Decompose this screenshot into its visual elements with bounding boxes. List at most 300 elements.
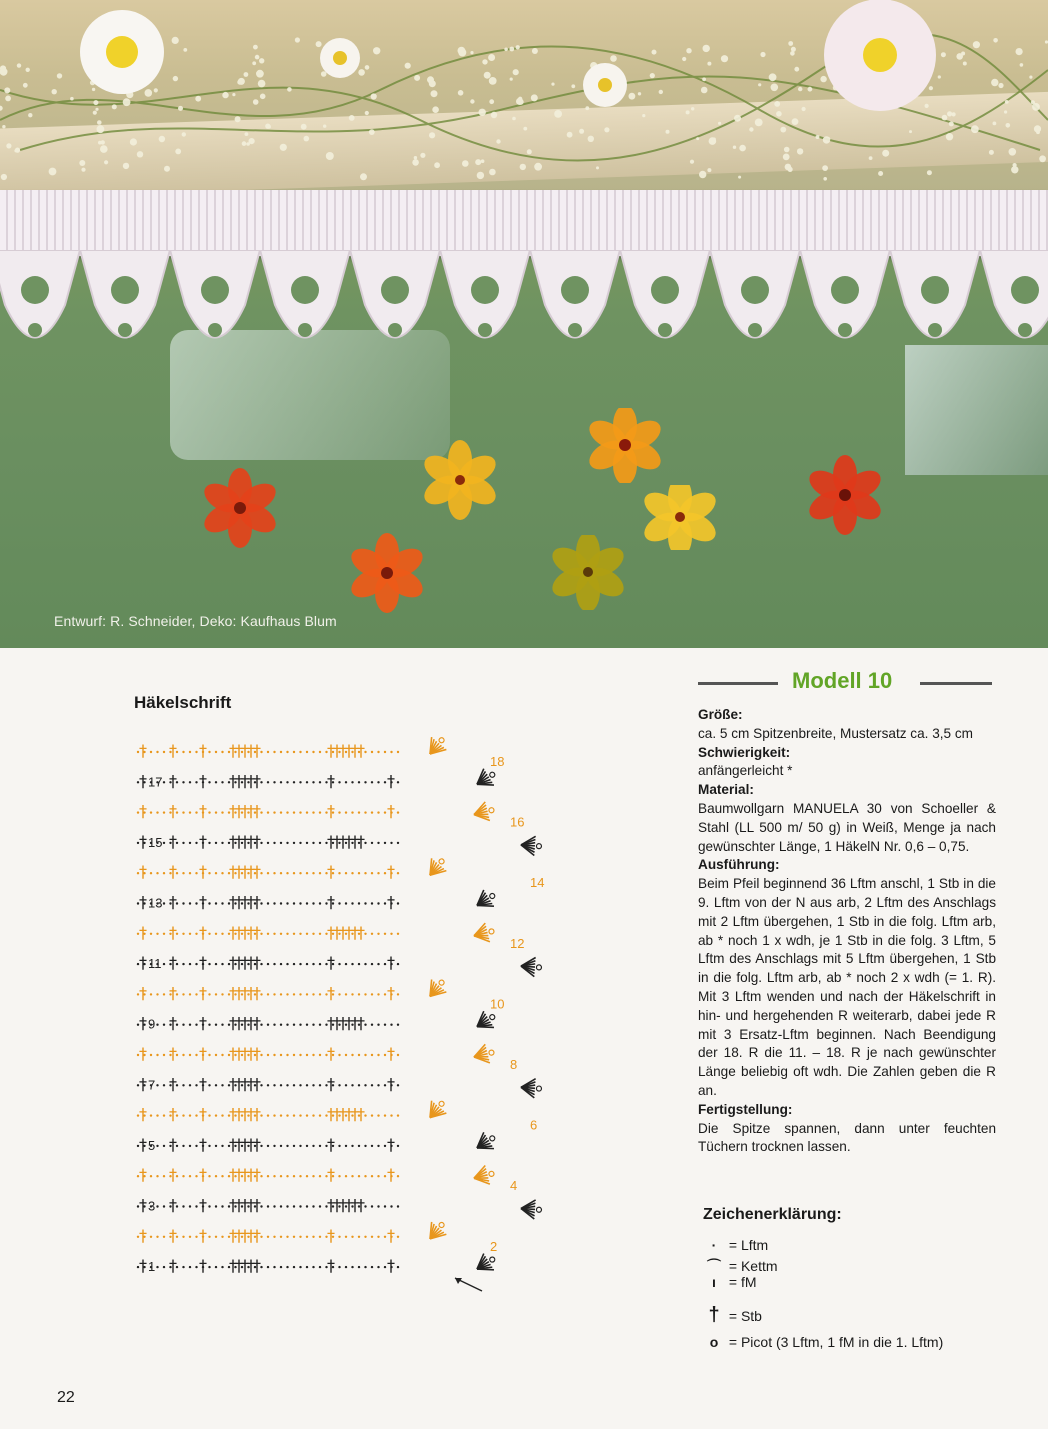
dot-icon: · (711, 1237, 717, 1253)
chain-dot (338, 1236, 340, 1238)
chain-dot (319, 811, 321, 813)
chain-dot (397, 1054, 399, 1056)
chain-dot (215, 993, 217, 995)
chain-dot (156, 1236, 158, 1238)
chain-dot (306, 781, 308, 783)
chain-dot (280, 781, 282, 783)
double-crochet-symbol: † (247, 801, 255, 821)
chain-dot (371, 751, 373, 753)
chain-dot (397, 933, 399, 935)
chain-dot (371, 1236, 373, 1238)
acrylic-flower-red-orange (320, 528, 455, 618)
chain-dot (384, 1114, 386, 1116)
bar-icon: ı (712, 1274, 716, 1290)
double-crochet-symbol: † (241, 862, 249, 882)
double-crochet-symbol: † (229, 983, 237, 1003)
double-crochet-symbol: † (241, 1013, 249, 1033)
chain-dot (371, 872, 373, 874)
chain-dot (280, 1266, 282, 1268)
double-crochet-symbol: † (327, 801, 335, 821)
row-number-left: 5 (148, 1137, 156, 1153)
chain-dot (397, 1114, 399, 1116)
chain-dot (221, 781, 223, 783)
double-crochet-symbol: † (247, 953, 255, 973)
chain-dot (390, 1114, 392, 1116)
chain-dot (182, 1114, 184, 1116)
chain-dot (319, 1114, 321, 1116)
chain-dot (345, 902, 347, 904)
chain-dot (299, 1175, 301, 1177)
chain-dot (208, 811, 210, 813)
double-crochet-symbol: † (235, 741, 243, 760)
chain-dot (306, 811, 308, 813)
double-crochet-symbol: † (351, 1195, 359, 1215)
chain-dot (280, 1084, 282, 1086)
chain-dot (384, 1205, 386, 1207)
double-crochet-symbol: † (241, 922, 249, 942)
chain-dot (150, 1114, 152, 1116)
chain-dot (182, 751, 184, 753)
double-crochet-symbol: † (387, 862, 395, 882)
double-crochet-symbol: † (357, 1013, 365, 1033)
double-crochet-symbol: † (241, 983, 249, 1003)
chain-dot (338, 1145, 340, 1147)
chain-dot (163, 751, 165, 753)
double-crochet-symbol: † (333, 741, 341, 760)
chain-dot (286, 751, 288, 753)
chain-dot (215, 872, 217, 874)
chain-dot (208, 1175, 210, 1177)
chain-dot (312, 842, 314, 844)
chain-dot (208, 1084, 210, 1086)
chain-dot (208, 902, 210, 904)
chain-dot (221, 1175, 223, 1177)
legend-label: = Picot (3 Lftm, 1 fM in die 1. Lftm) (728, 1334, 944, 1350)
chain-dot (208, 872, 210, 874)
double-crochet-symbol: † (229, 1225, 237, 1245)
double-crochet-symbol: † (169, 922, 177, 942)
double-crochet-symbol: † (241, 801, 249, 821)
chain-dot (364, 1266, 366, 1268)
chain-dot (377, 1266, 379, 1268)
row-number-left: 15 (148, 834, 163, 850)
double-crochet-symbol: † (241, 953, 249, 973)
chain-dot (371, 1145, 373, 1147)
chain-dot (189, 1084, 191, 1086)
double-crochet-symbol: † (169, 1165, 177, 1185)
double-crochet-symbol: † (241, 771, 249, 791)
chain-dot (182, 1175, 184, 1177)
chain-dot (390, 751, 392, 753)
chain-dot (182, 1024, 184, 1026)
chain-dot (364, 1175, 366, 1177)
chain-dot (312, 1054, 314, 1056)
double-crochet-symbol: † (247, 1225, 255, 1245)
chain-dot (371, 963, 373, 965)
chain-dot (221, 1024, 223, 1026)
fan-symbol (472, 1008, 500, 1035)
double-crochet-symbol: † (247, 1074, 255, 1094)
chain-dot (189, 993, 191, 995)
chain-dot (351, 902, 353, 904)
legend-item (703, 1334, 943, 1350)
chain-dot (377, 1175, 379, 1177)
fan-symbol (472, 1250, 500, 1277)
chain-dot (286, 963, 288, 965)
chain-dot (319, 751, 321, 753)
chain-dot (364, 781, 366, 783)
chain-dot (163, 1266, 165, 1268)
row-number-right: 14 (530, 875, 545, 891)
double-crochet-symbol: † (229, 1074, 237, 1094)
double-crochet-symbol: † (253, 831, 261, 851)
chain-dot (312, 1084, 314, 1086)
double-crochet-symbol: † (235, 1104, 243, 1124)
chain-dot (319, 1236, 321, 1238)
material-heading: Material: (698, 782, 754, 798)
double-crochet-symbol: † (235, 953, 243, 973)
chain-dot (397, 1175, 399, 1177)
chain-dot (163, 842, 165, 844)
chain-dot (273, 933, 275, 935)
double-crochet-symbol: † (247, 1044, 255, 1063)
chain-dot (273, 1024, 275, 1026)
chain-dot (267, 933, 269, 935)
double-crochet-symbol: † (253, 1104, 261, 1124)
chain-dot (195, 1236, 197, 1238)
double-crochet-symbol: † (253, 983, 261, 1003)
chain-dot (280, 811, 282, 813)
chain-dot (312, 1266, 314, 1268)
chain-dot (358, 781, 360, 783)
chain-dot (306, 963, 308, 965)
double-crochet-symbol: † (327, 1165, 335, 1185)
chain-dot (286, 1145, 288, 1147)
chain-dot (384, 842, 386, 844)
chain-dot (384, 781, 386, 783)
double-crochet-symbol: † (247, 831, 255, 851)
chain-dot (221, 842, 223, 844)
chain-dot (345, 1054, 347, 1056)
double-crochet-symbol: † (139, 1044, 147, 1063)
double-crochet-symbol: † (339, 1195, 347, 1215)
chain-dot (377, 842, 379, 844)
double-crochet-symbol: † (169, 892, 177, 912)
double-crochet-symbol: † (139, 892, 147, 912)
double-crochet-symbol: † (247, 922, 255, 942)
chain-dot (195, 842, 197, 844)
chain-dot (182, 1266, 184, 1268)
double-crochet-symbol: † (253, 1256, 261, 1276)
chain-dot (156, 1054, 158, 1056)
double-crochet-symbol: † (139, 1104, 147, 1124)
double-crochet-symbol: † (229, 953, 237, 973)
chain-dot (267, 1114, 269, 1116)
double-crochet-symbol: † (351, 1104, 359, 1124)
chain-dot (163, 1145, 165, 1147)
chain-dot (338, 811, 340, 813)
chain-dot (377, 993, 379, 995)
chain-dot (280, 1054, 282, 1056)
double-crochet-symbol: † (139, 1256, 147, 1276)
chain-dot (299, 811, 301, 813)
chain-dot (364, 902, 366, 904)
chain-dot (163, 872, 165, 874)
chain-dot (280, 993, 282, 995)
chain-dot (299, 751, 301, 753)
double-crochet-symbol: † (199, 771, 207, 791)
double-crochet-symbol: † (247, 771, 255, 791)
chain-dot (150, 933, 152, 935)
chain-dot (319, 902, 321, 904)
chain-dot (163, 993, 165, 995)
double-crochet-symbol: † (139, 831, 147, 851)
double-crochet-symbol: † (351, 831, 359, 851)
chain-dot (299, 1084, 301, 1086)
double-crochet-symbol: † (253, 953, 261, 973)
double-crochet-symbol: † (387, 1165, 395, 1185)
chain-dot (182, 811, 184, 813)
chain-dot (280, 872, 282, 874)
chain-dot (221, 993, 223, 995)
chain-dot (189, 1054, 191, 1056)
fan-symbol (472, 1164, 497, 1188)
chain-dot (312, 1175, 314, 1177)
chain-dot (384, 1024, 386, 1026)
chain-dot (267, 1054, 269, 1056)
row-number-right: 18 (490, 754, 505, 769)
chain-dot (358, 1175, 360, 1177)
chain-dot (377, 751, 379, 753)
chain-dot (221, 1266, 223, 1268)
double-crochet-symbol: † (253, 1195, 261, 1215)
chain-dot (195, 1114, 197, 1116)
double-crochet-symbol: † (229, 1104, 237, 1124)
double-crochet-symbol: † (253, 1013, 261, 1033)
chain-dot (371, 1054, 373, 1056)
chain-dot (338, 993, 340, 995)
chain-dot (312, 963, 314, 965)
legend-label: = Kettm (728, 1258, 778, 1274)
chain-dot (293, 1054, 295, 1056)
chain-dot (338, 781, 340, 783)
chain-dot (286, 781, 288, 783)
size-heading: Größe: (698, 707, 743, 722)
instructions (698, 706, 996, 1157)
chain-dot (156, 872, 158, 874)
chain-dot (286, 872, 288, 874)
chain-dot (215, 1114, 217, 1116)
chain-dot (319, 1054, 321, 1056)
legend-item (703, 1237, 768, 1253)
difficulty-text: anfängerleicht * (698, 763, 793, 779)
chain-dot (189, 842, 191, 844)
double-crochet-symbol: † (199, 953, 207, 973)
row-number-left: 1 (148, 1259, 156, 1275)
chain-dot (267, 811, 269, 813)
chain-dot (163, 1084, 165, 1086)
chain-dot (299, 1205, 301, 1207)
double-crochet-symbol: † (345, 1104, 353, 1124)
chain-dot (163, 1236, 165, 1238)
chain-dot (215, 933, 217, 935)
chain-dot (267, 781, 269, 783)
double-crochet-symbol: † (199, 1104, 207, 1124)
row-number-right: 16 (510, 814, 525, 830)
double-crochet-symbol: † (247, 1195, 255, 1215)
chain-dot (273, 1205, 275, 1207)
double-crochet-symbol: † (169, 1044, 177, 1063)
chain-dot (377, 1236, 379, 1238)
chain-dot (351, 781, 353, 783)
double-crochet-symbol: † (387, 771, 395, 791)
double-crochet-symbol: † (253, 1165, 261, 1185)
execution-heading: Ausführung: (698, 857, 780, 873)
chain-dot (208, 963, 210, 965)
double-crochet-symbol: † (235, 771, 243, 791)
double-crochet-symbol: † (357, 1195, 365, 1215)
chain-dot (215, 1266, 217, 1268)
chain-dot (319, 1175, 321, 1177)
chain-dot (306, 842, 308, 844)
double-crochet-symbol: † (199, 1195, 207, 1215)
chain-dot (156, 1024, 158, 1026)
double-crochet-symbol: † (253, 1044, 261, 1063)
chain-dot (377, 1205, 379, 1207)
chain-dot (319, 872, 321, 874)
row-number-left: 3 (148, 1198, 156, 1214)
double-crochet-symbol: † (247, 1134, 255, 1154)
chain-dot (306, 1205, 308, 1207)
chain-dot (293, 1084, 295, 1086)
chain-dot (306, 902, 308, 904)
double-crochet-symbol: † (229, 1256, 237, 1276)
double-crochet-symbol: † (229, 1195, 237, 1215)
chain-dot (273, 1114, 275, 1116)
execution-text: Beim Pfeil beginnend 36 Lftm anschl, 1 Stb in die 9. Lftm von der N aus arb, 2 Lftm des Anschlags mit 2 Lftm übergehen, 1 Stb in die folg. Lftm arb, ab * noch 1 x wdh, je 1 Stb in die folg. 3 Lftm, 5 Lftm des Anschlags mit 5 Lftm übergehen, 1 Stb in die folg. Lftm arb, ab * noch 2 x wdh (= 1. R). Mit 3 Lftm wenden und nach der Häkelschrift in hin- und hergehenden R weiterarb, dabei jede R mit 3 Ersatz-Lftm beginnen. Nach Beendigung der 18. R die 11. – 18. R je nach gewünschter Länge beliebig oft wdh. Die Zahlen geben die R an. (698, 876, 996, 1098)
double-crochet-symbol: † (327, 1074, 335, 1094)
chain-dot (371, 1114, 373, 1116)
double-crochet-symbol: † (327, 1013, 335, 1033)
double-crochet-symbol: † (229, 1134, 237, 1154)
chain-dot (215, 1145, 217, 1147)
chain-dot (299, 1024, 301, 1026)
chain-dot (286, 842, 288, 844)
chain-dot (384, 1266, 386, 1268)
chain-dot (273, 963, 275, 965)
row-number-left: 11 (148, 956, 162, 972)
double-crochet-symbol: † (357, 741, 365, 760)
chain-dot (351, 963, 353, 965)
double-crochet-symbol: † (139, 953, 147, 973)
double-crochet-symbol: † (339, 1013, 347, 1033)
double-crochet-symbol: † (169, 831, 177, 851)
chain-dot (182, 963, 184, 965)
double-crochet-symbol: † (345, 741, 353, 760)
double-crochet-symbol: † (169, 1134, 177, 1154)
row-number-right: 10 (490, 996, 505, 1012)
arc-icon: ⌒ (707, 1258, 721, 1274)
chain-dot (280, 751, 282, 753)
fan-symbol (472, 886, 500, 913)
circle-icon: o (709, 1334, 719, 1350)
chain-dot (306, 1145, 308, 1147)
chain-dot (345, 1084, 347, 1086)
fan-symbol (520, 1199, 542, 1220)
double-crochet-symbol: † (387, 801, 395, 821)
chain-dot (377, 1114, 379, 1116)
chain-dot (364, 811, 366, 813)
legend-label: = Stb (728, 1308, 762, 1324)
double-crochet-symbol: † (241, 1256, 249, 1276)
chain-dot (319, 1084, 321, 1086)
double-crochet-symbol: † (199, 1134, 207, 1154)
chain-dot (267, 1024, 269, 1026)
chain-dot (351, 1145, 353, 1147)
chain-dot (286, 811, 288, 813)
chain-dot (208, 1266, 210, 1268)
chain-dot (384, 1145, 386, 1147)
chain-dot (286, 902, 288, 904)
double-crochet-symbol: † (327, 1104, 335, 1124)
chain-dot (215, 902, 217, 904)
crochet-lace-scallops (0, 250, 1048, 390)
chain-dot (377, 781, 379, 783)
chain-dot (351, 993, 353, 995)
double-crochet-symbol: † (351, 741, 359, 760)
chain-dot (286, 1205, 288, 1207)
chain-dot (189, 872, 191, 874)
chain-dot (163, 781, 165, 783)
double-crochet-symbol: † (235, 801, 243, 821)
chain-dot (267, 902, 269, 904)
chain-dot (195, 902, 197, 904)
fan-symbol (423, 975, 451, 1003)
double-crochet-symbol: † (139, 983, 147, 1003)
double-crochet-symbol: † (199, 1225, 207, 1245)
chain-dot (208, 1054, 210, 1056)
fan-symbol (423, 1096, 451, 1124)
chain-dot (286, 1054, 288, 1056)
double-crochet-symbol: † (345, 831, 353, 851)
chain-dot (293, 811, 295, 813)
chain-dot (221, 963, 223, 965)
chain-dot (319, 993, 321, 995)
chain-dot (221, 751, 223, 753)
chain-dot (299, 963, 301, 965)
chain-dot (195, 933, 197, 935)
chain-dot (371, 902, 373, 904)
chain-dot (312, 811, 314, 813)
chain-dot (182, 872, 184, 874)
title-rule-right (920, 682, 992, 685)
double-crochet-symbol: † (327, 1044, 335, 1063)
chain-dot (351, 1054, 353, 1056)
chain-dot (377, 1054, 379, 1056)
chain-dot (163, 1024, 165, 1026)
double-crochet-symbol: † (229, 1165, 237, 1185)
double-crochet-symbol: † (247, 1256, 255, 1276)
chain-dot (163, 902, 165, 904)
double-crochet-symbol: † (235, 1134, 243, 1154)
chain-dot (163, 963, 165, 965)
chain-dot (221, 1145, 223, 1147)
chain-dot (280, 1175, 282, 1177)
double-crochet-symbol: † (345, 1195, 353, 1215)
double-crochet-symbol: † (387, 1225, 395, 1245)
chain-dot (163, 811, 165, 813)
chain-dot (390, 842, 392, 844)
